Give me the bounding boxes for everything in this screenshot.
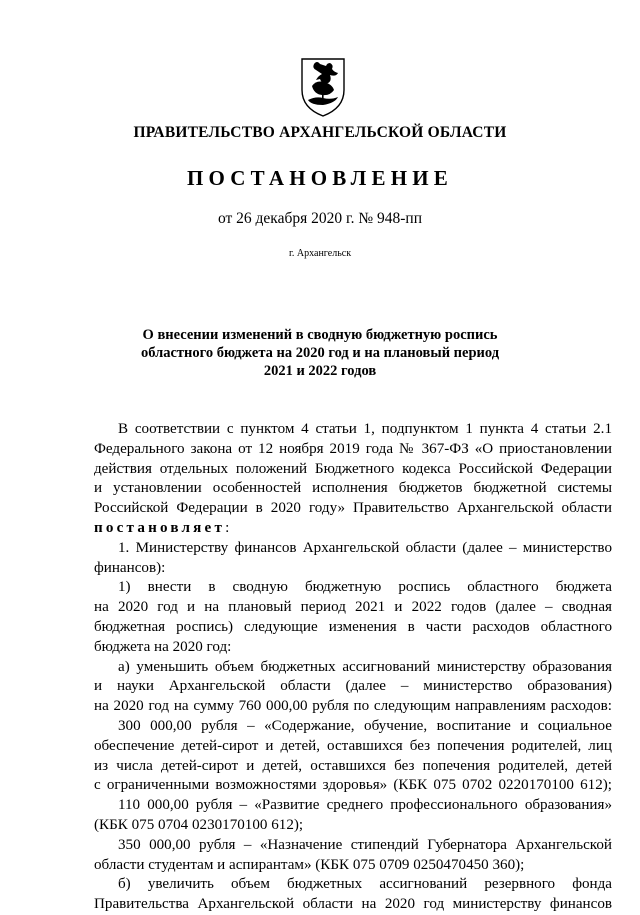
- body-line: (КБК 075 0704 0230170100 612);: [94, 816, 304, 833]
- body-line: на 2020 год и на плановый период 2021 и 2022 годов (далее – сводная: [94, 599, 612, 616]
- body-line: Российской Федерации в 2020 году» Правительство Архангельской области: [94, 500, 612, 517]
- date-number: от 26 декабря 2020 г. № 948-пп: [217, 210, 423, 227]
- body-line: б) увеличить объем бюджетных ассигнований резервного фонда: [118, 876, 612, 893]
- document-type-title: ПОСТАНОВЛЕНИЕ: [186, 166, 454, 190]
- body-line: обеспечение детей-сирот и детей, оставшихся без попечения родителей, лиц: [94, 737, 612, 754]
- subject-line: областного бюджета на 2020 год и на плановый период: [140, 345, 500, 361]
- body-line: с ограниченными возможностями здоровья» (КБК 075 0702 0220170100 612);: [94, 777, 612, 794]
- document-body: [94, 420, 612, 915]
- body-line: Федерального закона от 12 ноября 2019 года № 367-ФЗ «О приостановлении: [94, 440, 612, 457]
- body-line: бюджетная роспись) следующие изменения в части расходов областного: [94, 618, 612, 635]
- body-line: бюджета на 2020 год:: [94, 638, 232, 655]
- subject-line: О внесении изменений в сводную бюджетную роспись: [142, 327, 498, 343]
- body-line: из числа детей-сирот и детей, оставшихся без попечения родителей, детей: [94, 757, 612, 774]
- body-line: 110 000,00 рубля – «Развитие среднего профессионального образования»: [118, 797, 612, 814]
- body-line: Правительства Архангельской области на 2020 год министерству финансов: [94, 896, 612, 913]
- decree-line: [94, 519, 612, 539]
- decree-word: постановляет: [94, 519, 226, 536]
- document-subject: [0, 326, 640, 380]
- body-line: а) уменьшить объем бюджетных ассигнований министерству образования: [118, 658, 612, 675]
- subject-line: 2021 и 2022 годов: [263, 363, 377, 379]
- body-line: 300 000,00 рубля – «Содержание, обучение, воспитание и социальное: [118, 717, 612, 734]
- body-line: финансов):: [94, 559, 166, 576]
- government-title: ПРАВИТЕЛЬСТВО АРХАНГЕЛЬСКОЙ ОБЛАСТИ: [133, 124, 507, 141]
- body-line: и науки Архангельской области (далее – министерство образования): [94, 678, 612, 695]
- city-name: г. Архангельск: [288, 248, 352, 259]
- body-line: 350 000,00 рубля – «Назначение стипендий Губернатора Архангельской: [118, 836, 612, 853]
- body-line: и установлении особенностей исполнения бюджетов бюджетной системы: [94, 480, 612, 497]
- body-line: области студентам и аспирантам» (КБК 075 0709 0250470450 360);: [94, 856, 525, 873]
- body-line: 1) внести в сводную бюджетную роспись областного бюджета: [118, 579, 612, 596]
- decree-colon: :: [225, 519, 230, 536]
- body-line: 1. Министерству финансов Архангельской области (далее – министерство: [118, 539, 612, 556]
- body-line: действия отдельных положений Бюджетного кодекса Российской Федерации: [94, 460, 612, 477]
- body-line: на 2020 год на сумму 760 000,00 рубля по следующим направлениям расходов:: [94, 698, 612, 715]
- coat-of-arms-emblem: [298, 56, 348, 118]
- body-line: В соответствии с пунктом 4 статьи 1, подпунктом 1 пункта 4 статьи 2.1: [118, 421, 612, 437]
